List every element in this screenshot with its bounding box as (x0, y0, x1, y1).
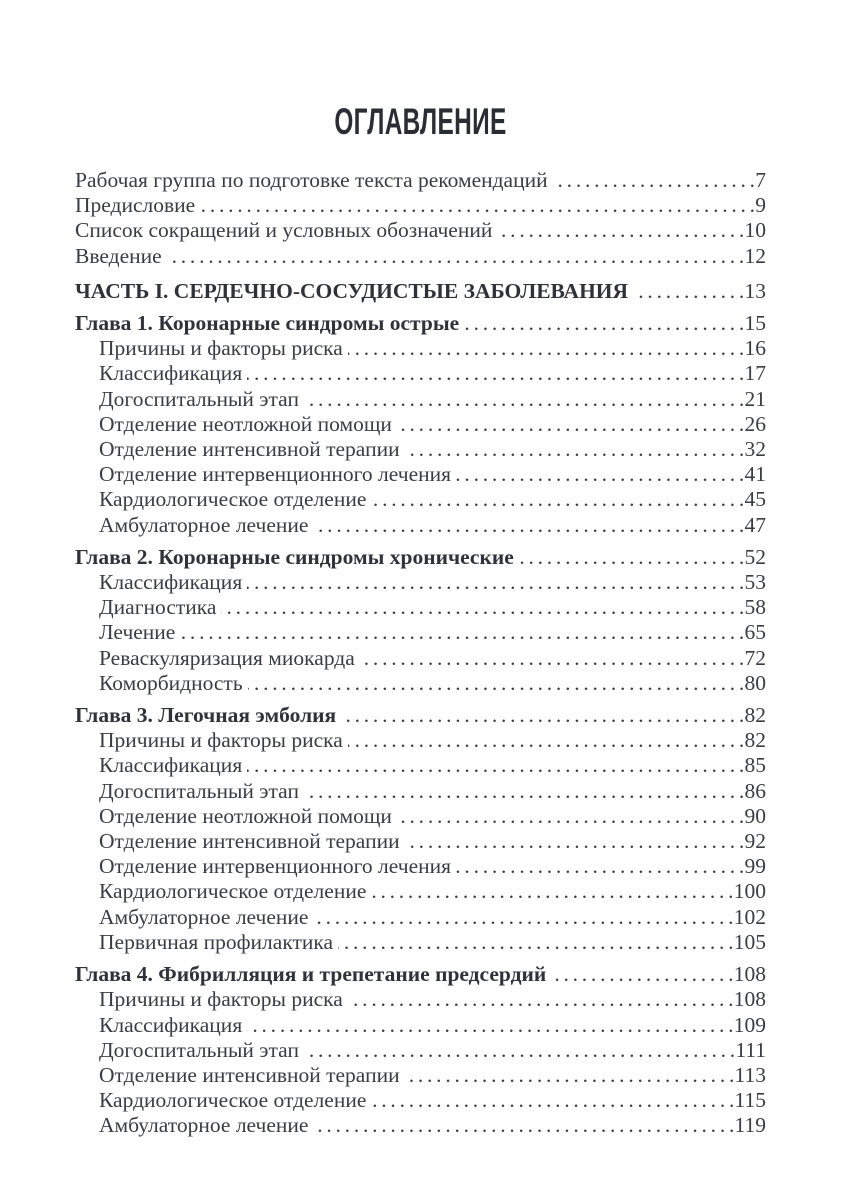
dot-leader (348, 987, 733, 1012)
toc-entry-label: Список сокращений и условных обозначений (75, 218, 493, 243)
dot-leader (519, 545, 744, 570)
dot-leader (304, 1038, 734, 1063)
toc-entry-page: 65 (744, 620, 766, 645)
toc-entry-sub (75, 513, 766, 538)
toc-entry-page: 85 (744, 753, 766, 778)
toc-entry-part (75, 279, 766, 304)
toc-entry-sub (75, 804, 766, 829)
toc-entry-page: 115 (734, 1088, 766, 1113)
page-title (75, 102, 766, 142)
dot-leader (371, 487, 743, 512)
toc-entry-front (75, 218, 766, 243)
toc-entry-page: 47 (744, 512, 766, 537)
toc-entry-page: 13 (744, 278, 766, 303)
dot-leader (200, 193, 754, 218)
toc-entry-label: Введение (75, 243, 162, 268)
toc-entry-label: Первичная профилактика (99, 929, 334, 954)
toc-entry-sub (75, 570, 766, 595)
dot-leader (167, 244, 744, 269)
toc-entry-page: 58 (744, 595, 766, 620)
toc-entry-sub (75, 595, 766, 620)
toc-entry-sub (75, 620, 766, 645)
toc-entry-label: Амбулаторное лечение (99, 904, 309, 929)
toc-entry-label: Коморбидность (99, 670, 243, 695)
toc-entry-sub (75, 336, 766, 361)
toc-entry-label: Глава 2. Коронарные синдромы хронические (75, 544, 514, 569)
toc-entry-label: Диагностика (99, 595, 217, 620)
dot-leader (313, 905, 732, 930)
toc-entry-sub (75, 728, 766, 753)
toc-entry-page: 108 (733, 962, 766, 987)
page-title-text: ОГЛАВЛЕНИЕ (334, 101, 507, 142)
dot-leader (456, 854, 743, 879)
toc-entry-page: 15 (744, 311, 766, 336)
toc-entry-page: 26 (744, 411, 766, 436)
toc-list (75, 168, 766, 1139)
toc-entry-page: 9 (755, 193, 766, 218)
toc-entry-label: Отделение интервенционного лечения (99, 462, 452, 487)
toc-entry-page: 52 (744, 544, 766, 569)
dot-leader (553, 168, 755, 193)
dot-leader (371, 1088, 733, 1113)
toc-entry-sub (75, 462, 766, 487)
toc-entry-page: 21 (744, 386, 766, 411)
toc-entry-sub (75, 1088, 766, 1113)
toc-entry-front (75, 193, 766, 218)
toc-entry-page: 109 (733, 1012, 766, 1037)
toc-entry-sub (75, 930, 766, 955)
dot-leader (633, 279, 743, 304)
toc-entry-label: Классификация (99, 753, 243, 778)
toc-entry-label: Рабочая группа по подготовке текста рекомендаций (75, 168, 548, 192)
toc-entry-label: Отделение интенсивной терапии (99, 437, 400, 462)
toc-entry-sub (75, 879, 766, 904)
dot-leader (551, 962, 733, 987)
toc-entry-label: Кардиологическое отделение (99, 879, 367, 904)
dot-leader (348, 728, 744, 753)
toc-entry-label: Причины и факторы риска (99, 336, 343, 361)
toc-entry-sub (75, 412, 766, 437)
dot-leader (497, 218, 743, 243)
toc-entry-page: 7 (755, 168, 766, 192)
toc-entry-label: Глава 3. Легочная эмболия (75, 703, 337, 728)
toc-entry-label: Догоспитальный этап (99, 1037, 299, 1062)
toc-entry-sub (75, 987, 766, 1012)
dot-leader (247, 753, 743, 778)
toc-entry-chapter (75, 545, 766, 570)
toc-entry-page: 111 (735, 1037, 766, 1062)
toc-entry-label: Амбулаторное лечение (99, 512, 309, 537)
toc-entry-sub (75, 829, 766, 854)
dot-leader (248, 671, 744, 696)
toc-entry-sub (75, 671, 766, 696)
dot-leader (464, 311, 743, 336)
toc-entry-page: 10 (744, 218, 766, 243)
toc-entry-sub (75, 437, 766, 462)
toc-entry-label: Амбулаторное лечение (99, 1113, 309, 1138)
toc-entry-label: Классификация (99, 570, 243, 595)
toc-entry-page: 80 (744, 670, 766, 695)
dot-leader (360, 646, 744, 671)
toc-entry-page: 99 (744, 854, 766, 879)
toc-entry-sub (75, 905, 766, 930)
dot-leader (180, 620, 743, 645)
toc-entry-label: Причины и факторы риска (99, 987, 343, 1012)
dot-leader (371, 879, 732, 904)
toc-entry-page: 113 (734, 1062, 766, 1087)
dot-leader (405, 1063, 734, 1088)
toc-entry-page: 102 (733, 904, 766, 929)
dot-leader (247, 570, 743, 595)
toc-entry-label: Догоспитальный этап (99, 778, 299, 803)
toc-entry-label: Отделение интервенционного лечения (99, 854, 452, 879)
toc-entry-page: 108 (733, 987, 766, 1012)
toc-entry-sub (75, 779, 766, 804)
toc-entry-page: 90 (744, 803, 766, 828)
toc-entry-page: 100 (733, 879, 766, 904)
toc-entry-label: Догоспитальный этап (99, 386, 299, 411)
dot-leader (338, 930, 733, 955)
toc-entry-label: Глава 4. Фибрилляция и трепетание предсердий (75, 962, 547, 987)
toc-entry-label: Предисловие (75, 193, 196, 218)
dot-leader (304, 779, 744, 804)
dot-leader (341, 703, 743, 728)
toc-entry-page: 16 (744, 336, 766, 361)
dot-leader (348, 336, 744, 361)
toc-entry-front (75, 244, 766, 269)
toc-entry-page: 119 (734, 1113, 766, 1138)
dot-leader (405, 437, 744, 462)
toc-entry-page: 86 (744, 778, 766, 803)
toc-entry-sub (75, 753, 766, 778)
toc-entry-label: Причины и факторы риска (99, 728, 343, 753)
dot-leader (304, 387, 744, 412)
toc-entry-chapter (75, 962, 766, 987)
toc-entry-sub (75, 854, 766, 879)
toc-entry-page: 105 (733, 929, 766, 954)
toc-entry-page: 82 (744, 703, 766, 728)
toc-entry-sub (75, 387, 766, 412)
toc-entry-sub (75, 487, 766, 512)
toc-entry-page: 72 (744, 645, 766, 670)
dot-leader (397, 412, 744, 437)
dot-leader (313, 513, 743, 538)
toc-entry-page: 45 (744, 487, 766, 512)
toc-entry-chapter (75, 703, 766, 728)
toc-entry-sub (75, 646, 766, 671)
toc-entry-sub (75, 1113, 766, 1138)
toc-entry-label: Глава 1. Коронарные синдромы острые (75, 311, 460, 336)
dot-leader (313, 1113, 733, 1138)
toc-entry-page: 41 (744, 462, 766, 487)
toc-entry-page: 92 (744, 829, 766, 854)
dot-leader (221, 595, 743, 620)
toc-entry-label: Кардиологическое отделение (99, 487, 367, 512)
toc-entry-page: 12 (744, 243, 766, 268)
toc-entry-front (75, 168, 766, 193)
toc-entry-sub (75, 1013, 766, 1038)
toc-entry-label: Кардиологическое отделение (99, 1088, 367, 1113)
toc-entry-page: 82 (744, 728, 766, 753)
toc-entry-chapter (75, 311, 766, 336)
toc-entry-label: Лечение (99, 620, 176, 645)
toc-entry-label: Отделение интенсивной терапии (99, 1062, 400, 1087)
toc-entry-label: Реваскуляризация миокарда (99, 645, 355, 670)
dot-leader (397, 804, 744, 829)
toc-entry-page: 17 (744, 361, 766, 386)
dot-leader (247, 1013, 733, 1038)
toc-entry-sub (75, 1038, 766, 1063)
toc-entry-page: 32 (744, 437, 766, 462)
toc-entry-label: Отделение неотложной помощи (99, 803, 392, 828)
toc-entry-label: Классификация (99, 361, 243, 386)
dot-leader (456, 462, 743, 487)
dot-leader (247, 361, 743, 386)
toc-entry-label: Классификация (99, 1012, 243, 1037)
toc-entry-label: ЧАСТЬ I. СЕРДЕЧНО-СОСУДИСТЫЕ ЗАБОЛЕВАНИЯ (75, 278, 629, 303)
toc-entry-sub (75, 361, 766, 386)
toc-entry-page: 53 (744, 570, 766, 595)
toc-entry-sub (75, 1063, 766, 1088)
toc-entry-label: Отделение неотложной помощи (99, 411, 392, 436)
toc-entry-label: Отделение интенсивной терапии (99, 829, 400, 854)
dot-leader (405, 829, 744, 854)
